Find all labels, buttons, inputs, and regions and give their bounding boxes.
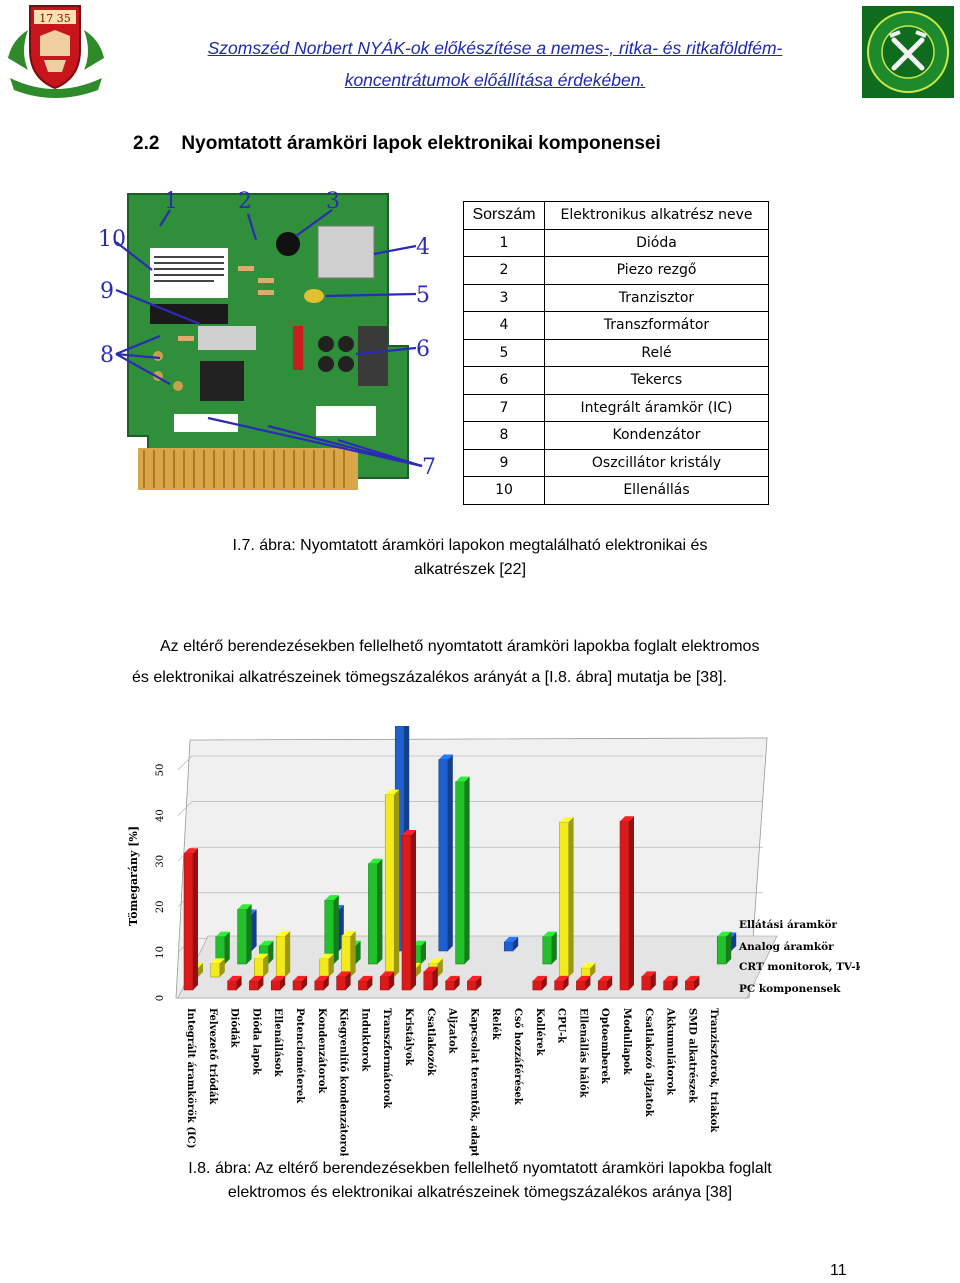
chart-bar [560, 822, 569, 977]
chart-bar [581, 968, 590, 977]
chart-bar-side [569, 817, 574, 977]
chart-category-label: Ellenállások [272, 1008, 284, 1077]
chart-bar-side [252, 910, 257, 951]
svg-text:17 35: 17 35 [39, 12, 71, 25]
chart-category-label: Integrált áramkörök (IC) [185, 1008, 196, 1149]
table-cell: Transzformátor [545, 312, 769, 340]
chart-bar-side [726, 932, 731, 964]
page-number: 11 [830, 1262, 847, 1279]
chart-bar [467, 981, 476, 990]
table-row [464, 339, 769, 367]
table-cell: Kondenzátor [545, 422, 769, 450]
chart-bar [504, 942, 513, 951]
chart-bar-side [448, 754, 453, 951]
components-table [463, 201, 769, 505]
chart-category-label: Optoemberek [599, 1008, 611, 1084]
chart-category-label: Kristályok [403, 1008, 414, 1066]
chart-bar-side [411, 830, 416, 990]
table-cell: Dióda [545, 229, 769, 257]
table-header-cell: Sorszám [464, 202, 545, 230]
chart-category-label: Kiegyenlítő kondenzátorok [337, 1008, 349, 1156]
photo-label-6: 6 [416, 337, 430, 362]
table-cell: 7 [464, 394, 545, 422]
section-title: Nyomtatott áramköri lapok elektronikai komponensei [181, 133, 661, 154]
chart-bar [238, 909, 247, 964]
figure2-caption-line1: I.8. ábra: Az eltérő berendezésekben fellelhető nyomtatott áramköri lapokba foglalt [188, 1160, 772, 1177]
chart-bar [620, 821, 629, 990]
table-cell: 9 [464, 449, 545, 477]
chart-bar [337, 976, 346, 990]
table-header-row [464, 202, 769, 230]
table-cell: Tekercs [545, 367, 769, 395]
chart-bar-side [377, 859, 382, 964]
chart-bar [276, 936, 285, 977]
chart-bar [598, 981, 607, 990]
chart-bar [533, 981, 542, 990]
chart-svg [113, 726, 860, 1156]
table-row [464, 312, 769, 340]
university-crest-logo [0, 0, 112, 100]
chart-ytick-label: 20 [155, 900, 166, 914]
chart-bar [342, 936, 351, 977]
chart-category-label: Felvezető triódák [206, 1008, 218, 1105]
chart-bar-side [552, 932, 557, 964]
chart-category-label: Kollérek [533, 1008, 545, 1056]
chart-category-label: Potenciométerek [294, 1008, 305, 1104]
chart-ytick-label: 40 [155, 809, 166, 822]
chart-category-label: Akkumulátorok [664, 1008, 676, 1096]
chart-ytick-label: 0 [155, 994, 166, 1002]
mining-society-logo [862, 6, 954, 98]
table-cell: 2 [464, 257, 545, 285]
chart-category-label: Relék [490, 1008, 502, 1040]
figure1-caption [150, 534, 790, 582]
table-row [464, 229, 769, 257]
chart-bar [576, 981, 585, 990]
table-cell: 8 [464, 422, 545, 450]
chart-bar [368, 864, 377, 964]
chart-category-label: Csatlakozó aljzatok [642, 1008, 654, 1117]
section-heading [133, 133, 661, 155]
table-row [464, 257, 769, 285]
chart-bar [664, 981, 673, 990]
chart-category-label: Csatlakozók [424, 1008, 436, 1076]
chart-bar [271, 981, 280, 990]
photo-label-3: 3 [326, 189, 340, 214]
chart-category-label: Modullapok [621, 1008, 632, 1075]
chart-bar [184, 853, 193, 990]
chart-bar [385, 795, 394, 977]
chart-category-label: Transzformátorok [381, 1008, 393, 1109]
table-cell: 1 [464, 229, 545, 257]
chart-bar-side [465, 777, 470, 964]
chart-category-label: Dióda lapok [250, 1008, 262, 1075]
photo-label-4: 4 [416, 235, 430, 260]
section-number: 2.2 [133, 133, 160, 154]
chart-legend-entry: PC komponensek [739, 983, 841, 995]
chart-bar [717, 937, 726, 964]
chart-category-label: Aljzatok [446, 1008, 458, 1054]
chart-bar [555, 981, 564, 990]
chart-bar [456, 782, 465, 964]
chart-bar-side [629, 816, 634, 990]
photo-label-1: 1 [164, 189, 178, 214]
chart-bar [402, 835, 411, 990]
figure2-caption [120, 1157, 840, 1205]
header-title-line1: Szomszéd Norbert NYÁK-ok előkészítése a nemes-, ritka- és ritkaföldfém- [207, 38, 783, 58]
chart-bar [358, 981, 367, 990]
chart-ylabel: Tömegarány [%] [127, 825, 140, 927]
chart-legend-entry: CRT monitorok, TV-k [739, 961, 860, 973]
chart-category-label: Kondenzátorok [315, 1008, 327, 1094]
table-row [464, 367, 769, 395]
chart-category-label: Induktorok [359, 1008, 371, 1072]
chart-bar [315, 981, 324, 990]
body-paragraph [132, 631, 860, 693]
table-cell: Tranzisztor [545, 284, 769, 312]
table-row [464, 477, 769, 505]
table-cell: Integrált áramkör (IC) [545, 394, 769, 422]
chart-category-label: Tranzisztorok, triakok [708, 1008, 720, 1133]
chart-bar [228, 981, 237, 990]
chart-bar-side [285, 931, 290, 977]
chart-bar-side [394, 790, 399, 977]
photo-label-9: 9 [100, 279, 114, 304]
paragraph-line1: Az eltérő berendezésekben fellelhető nyomtatott áramköri lapokba foglalt elektromos [160, 638, 760, 655]
chart-category-label: Diódák [228, 1008, 240, 1048]
table-cell: 4 [464, 312, 545, 340]
chart-bar-side [334, 895, 339, 964]
chart-category-label: Kapcsolat teremtők, adapterek [468, 1008, 480, 1156]
chart-category-label: Cső hozzáférések [512, 1008, 523, 1105]
chart-bar [424, 972, 433, 990]
chart-bar [320, 959, 329, 977]
chart-category-label: CPU-k [555, 1008, 567, 1044]
chart-ytick-label: 50 [155, 763, 166, 777]
figure2-caption-line2: elektromos és elektronikai alkatrészeinek tömegszázalékos aránya [38] [227, 1184, 733, 1201]
chart-legend-entry: Ellátási áramkör [739, 919, 838, 931]
chart-bar [254, 959, 263, 977]
chart-bar-side [225, 932, 230, 964]
chart-bar [446, 981, 455, 990]
photo-label-8: 8 [100, 343, 114, 368]
photo-label-5: 5 [416, 283, 430, 308]
table-row [464, 422, 769, 450]
chart-legend-entry: Analog áramkör [739, 941, 834, 953]
chart-bar [642, 976, 651, 990]
table-row [464, 284, 769, 312]
figure1-caption-line1: I.7. ábra: Nyomtatott áramköri lapokon megtalálható elektronikai és [232, 537, 708, 554]
table-cell: 5 [464, 339, 545, 367]
figure1-caption-line2: alkatrészek [22] [413, 561, 527, 578]
table-cell: Ellenállás [545, 477, 769, 505]
chart-bar-side [247, 904, 252, 964]
chart-ytick-label: 10 [155, 946, 166, 959]
photo-label-2: 2 [238, 189, 252, 214]
table-cell: Relé [545, 339, 769, 367]
chart-category-label: Ellenállás hálók [577, 1008, 589, 1098]
chart-bar [685, 981, 694, 990]
chart-bar [380, 976, 389, 990]
photo-label-7: 7 [422, 455, 436, 480]
chart-bar [543, 937, 552, 964]
table-cell: 3 [464, 284, 545, 312]
table-row [464, 449, 769, 477]
table-cell: 10 [464, 477, 545, 505]
chart-bar [249, 981, 258, 990]
chart-category-label: SMD alkatrészek [686, 1008, 698, 1103]
paragraph-line2: és elektronikai alkatrészeinek tömegszázalékos arányát a [I.8. ábra] mutatja be [38]. [132, 669, 727, 686]
header-title-line2: koncentrátumok előállítása érdekében. [344, 70, 646, 90]
header-title [150, 32, 840, 96]
component-share-chart [113, 726, 860, 1156]
photo-label-10: 10 [98, 227, 126, 252]
chart-bar [439, 759, 448, 951]
chart-ytick-label: 30 [155, 854, 166, 868]
table-cell: Piezo rezgő [545, 257, 769, 285]
table-header-cell: Elektronikus alkatrész neve [545, 202, 769, 230]
table-cell: 6 [464, 367, 545, 395]
chart-bar [211, 963, 220, 977]
chart-bar [293, 981, 302, 990]
chart-bar-side [351, 931, 356, 977]
table-row [464, 394, 769, 422]
table-cell: Oszcillátor kristály [545, 449, 769, 477]
pcb-photo [88, 186, 450, 498]
chart-bar-side [193, 848, 198, 990]
